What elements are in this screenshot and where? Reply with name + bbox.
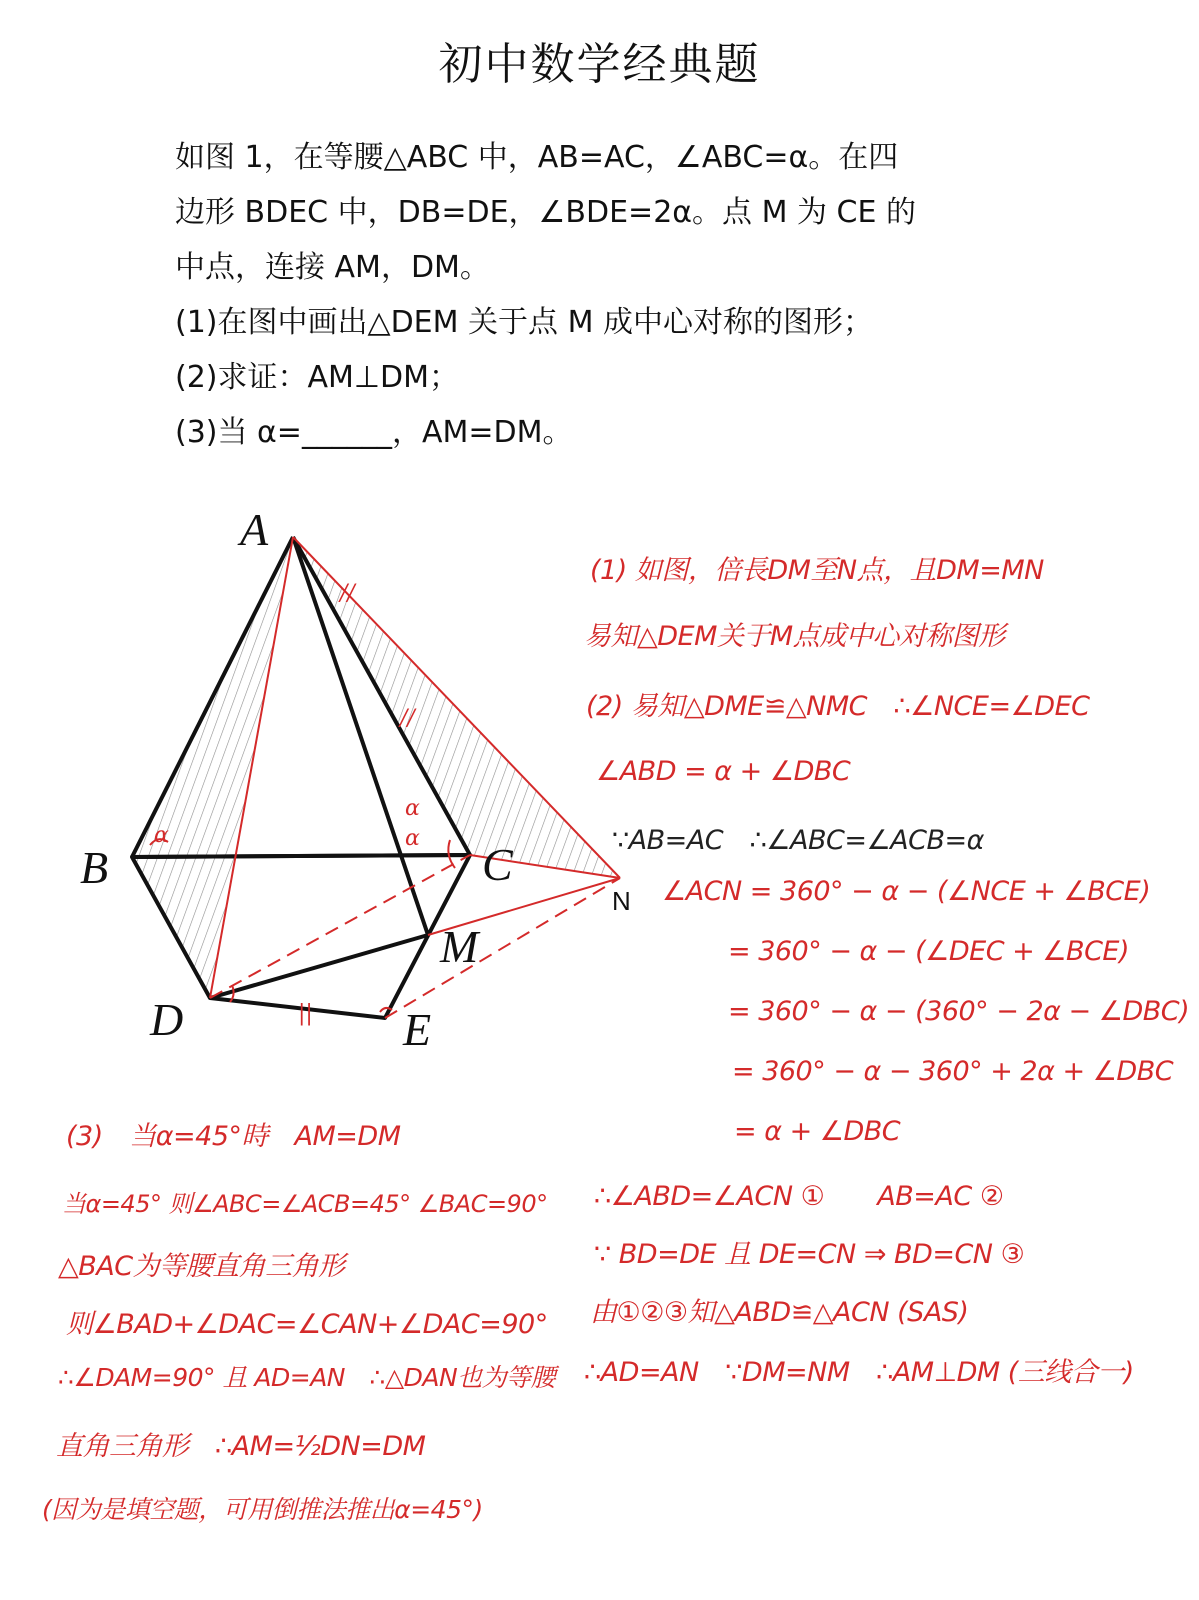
tick-mark: // [400,706,415,731]
solution-line: ∴∠ABD=∠ACN ① AB=AC ② [594,1181,1004,1212]
segment-dm [210,935,428,998]
solution-line: (3) 当α=45°時 AM=DM [66,1121,401,1152]
solution-line: △BAC为等腰直角三角形 [58,1251,345,1282]
solution-line: ∵ BD=DE 且 DE=CN ⇒ BD=CN ③ [594,1239,1025,1270]
solution-line: ∠ACN = 360° − α − (∠NCE + ∠BCE) [662,876,1151,907]
label-b: B [80,842,109,893]
problem-question-3: (3)当 α=______，AM=DM。 [175,415,573,450]
hatched-triangle-abd [132,537,293,998]
alpha-mark: α [405,826,420,851]
alpha-mark: α [405,796,420,821]
problem-line: 如图 1，在等腰△ABC 中，AB=AC，∠ABC=α。在四 [175,140,899,175]
label-d: D [150,994,184,1045]
solution-line: ∴AD=AN ∵DM=NM ∴AM⊥DM (三线合一) [584,1357,1134,1388]
label-m: M [440,921,479,972]
tick-mark: || [298,1001,313,1026]
label-e: E [403,1004,432,1055]
solution-line: = 360° − α − (360° − 2α − ∠DBC) [728,996,1190,1027]
solution-line: (因为是填空题，可用倒推法推出α=45°) [42,1495,483,1524]
page-title: 初中数学经典题 [438,39,761,90]
solution-line: 易知△DEM关于M点成中心对称图形 [584,621,1005,652]
problem-question-2: (2)求证：AM⊥DM； [175,360,460,395]
solution-line: (2) 易知△DME≌△NMC ∴∠NCE=∠DEC [586,691,1090,722]
solution-line: 由①②③知△ABD≌△ACN (SAS) [590,1297,969,1328]
solution-line: 则∠BAD+∠DAC=∠CAN+∠DAC=90° [66,1309,548,1340]
solution-line: = 360° − α − 360° + 2α + ∠DBC [732,1056,1174,1087]
solution-line: = 360° − α − (∠DEC + ∠BCE) [728,936,1130,967]
solution-line: ∵AB=AC ∴∠ABC=∠ACB=α [612,825,984,856]
problem-question-1: (1)在图中画出△DEM 关于点 M 成中心对称的图形； [175,305,873,340]
solution-line: ∴∠DAM=90° 且 AD=AN ∴△DAN也为等腰 [58,1363,556,1392]
solution-line: 当α=45° 则∠ABC=∠ACB=45° ∠BAC=90° [62,1190,548,1218]
tick-mark: // [340,581,355,606]
solution-line: = α + ∠DBC [734,1116,901,1147]
solution-line: (1) 如图，倍長DM至N点，且DM=MN [590,555,1044,586]
label-n: N [612,886,631,916]
problem-line: 边形 BDEC 中，DB=DE，∠BDE=2α。点 M 为 CE 的 [175,195,916,230]
problem-line: 中点，连接 AM，DM。 [175,250,490,285]
solution-line: 直角三角形 ∴AM=½DN=DM [56,1431,426,1462]
alpha-mark: α [154,823,169,848]
label-c: C [482,839,513,890]
label-a: A [240,504,269,555]
solution-line: ∠ABD = α + ∠DBC [596,756,851,787]
segment-bc [132,855,470,857]
